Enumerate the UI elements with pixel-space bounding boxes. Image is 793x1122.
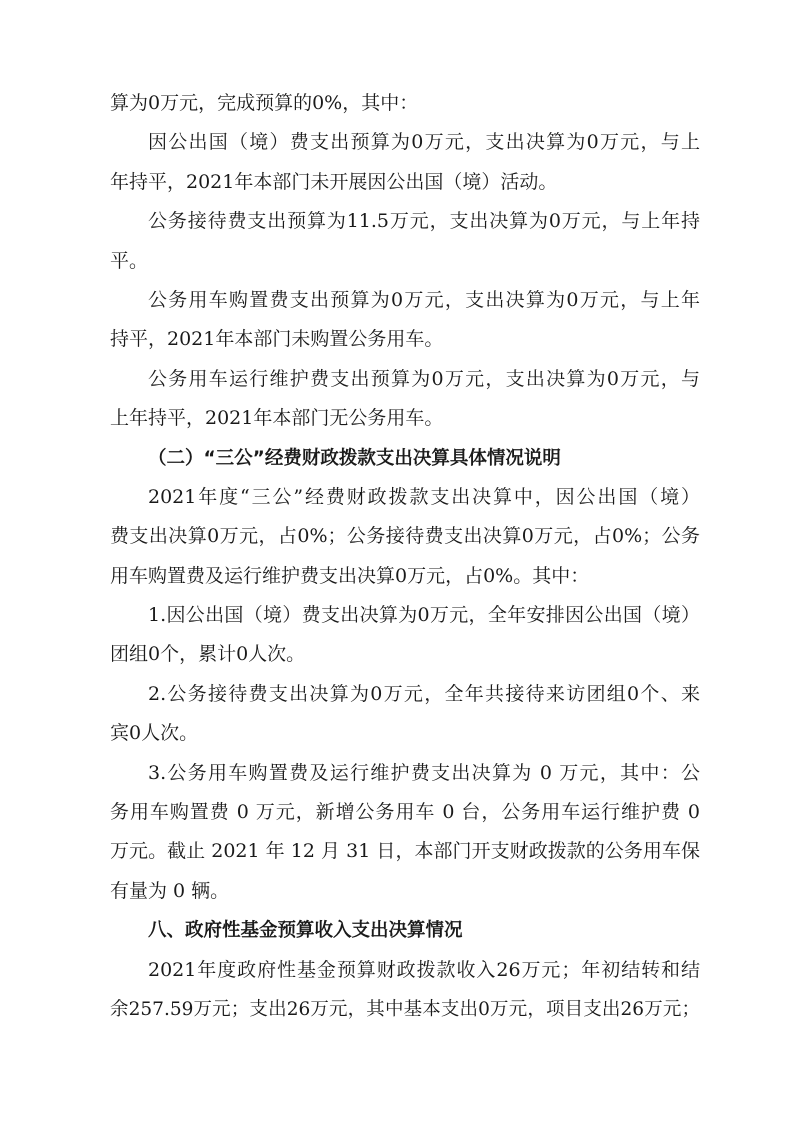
paragraph-line: 用车购置费及运行维护费支出决算0万元，占0%。其中： — [110, 564, 590, 587]
list-item-line: 万元。截止 2021 年 12 月 31 日，本部门开支财政拨款的公务用车保 — [110, 840, 700, 863]
paragraph-line: 公务用车运行维护费支出预算为0万元，支出决算为0万元，与 — [148, 367, 700, 390]
paragraph-line: 公务用车购置费支出预算为0万元，支出决算为0万元，与上年 — [148, 288, 700, 311]
paragraph-line: 上年持平，2021年本部门无公务用车。 — [110, 407, 444, 430]
list-item-line: 宾0人次。 — [110, 722, 199, 745]
paragraph-line: 公务接待费支出预算为11.5万元，支出决算为0万元，与上年持 — [148, 210, 700, 233]
list-item-line: 3.公务用车购置费及运行维护费支出决算为 0 万元，其中：公 — [148, 761, 700, 784]
list-item-line: 有量为 0 辆。 — [110, 879, 230, 902]
paragraph-line: 算为0万元，完成预算的0%，其中： — [110, 92, 419, 114]
paragraph-line: 年持平，2021年本部门未开展因公出国（境）活动。 — [110, 170, 558, 193]
list-item-line: 1.因公出国（境）费支出决算为0万元，全年安排因公出国（境） — [148, 604, 700, 627]
section-heading: 八、政府性基金预算收入支出决算情况 — [148, 920, 463, 942]
list-item-line: 团组0个，累计0人次。 — [110, 643, 306, 666]
document-body — [110, 84, 700, 1029]
paragraph-line: 持平，2021年本部门未购置公务用车。 — [110, 328, 444, 351]
paragraph-line: 因公出国（境）费支出预算为0万元，支出决算为0万元，与上 — [148, 131, 700, 154]
paragraph-line: 2021年度政府性基金预算财政拨款收入26万元；年初结转和结 — [148, 958, 700, 981]
paragraph-line: 平。 — [110, 249, 149, 272]
section-heading: （二）“三公”经费财政拨款支出决算具体情况说明 — [148, 447, 561, 469]
list-item-line: 务用车购置费 0 万元，新增公务用车 0 台，公务用车运行维护费 0 — [110, 801, 700, 824]
paragraph-line: 费支出决算0万元，占0%；公务接待费支出决算0万元，占0%；公务 — [110, 525, 700, 548]
list-item-line: 2.公务接待费支出决算为0万元，全年共接待来访团组0个、来 — [148, 682, 700, 705]
paragraph-line: 2021年度“三公”经费财政拨款支出决算中，因公出国（境） — [148, 485, 700, 508]
paragraph-line: 余257.59万元；支出26万元，其中基本支出0万元，项目支出26万元； — [110, 998, 700, 1020]
